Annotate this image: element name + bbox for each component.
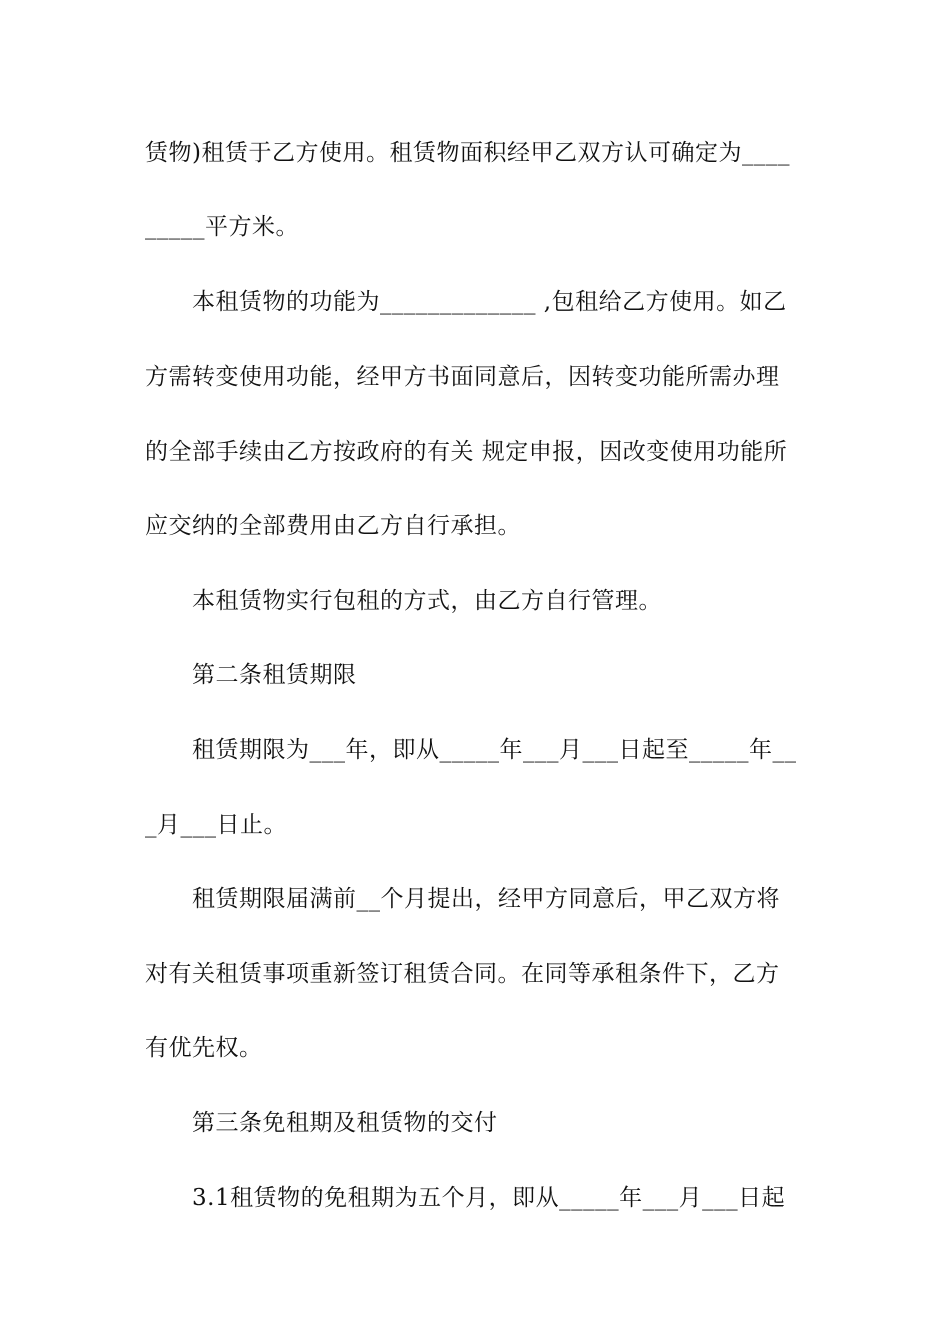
section-heading: 第二条租赁期限 <box>192 662 357 688</box>
text-line: _____平方米。 <box>145 214 299 240</box>
text-line: 赁物)租赁于乙方使用。租赁物面积经甲乙双方认可确定为____ <box>145 140 790 166</box>
text-line: 对有关租赁事项重新签订租赁合同。在同等承租条件下，乙方 <box>145 961 780 987</box>
text-line: 有优先权。 <box>145 1035 263 1061</box>
text-line: 租赁期限届满前__个月提出，经甲方同意后，甲乙双方将 <box>192 886 780 912</box>
text-line: _月___日止。 <box>145 812 287 838</box>
text-line: 租赁期限为___年，即从_____年___月___日起至_____年__ <box>192 737 797 763</box>
text-line: 方需转变使用功能，经甲方书面同意后，因转变功能所需办理 <box>145 364 780 390</box>
text-line: 本租赁物的功能为_____________ ,包租给乙方使用。如乙 <box>192 289 787 315</box>
section-heading: 第三条免租期及租赁物的交付 <box>192 1110 498 1136</box>
text-line: 应交纳的全部费用由乙方自行承担。 <box>145 513 521 539</box>
text-line: 3.1租赁物的免租期为五个月，即从_____年___月___日起 <box>192 1185 786 1211</box>
text-line: 本租赁物实行包租的方式，由乙方自行管理。 <box>192 588 662 614</box>
text-line: 的全部手续由乙方按政府的有关 规定申报，因改变使用功能所 <box>145 439 788 465</box>
